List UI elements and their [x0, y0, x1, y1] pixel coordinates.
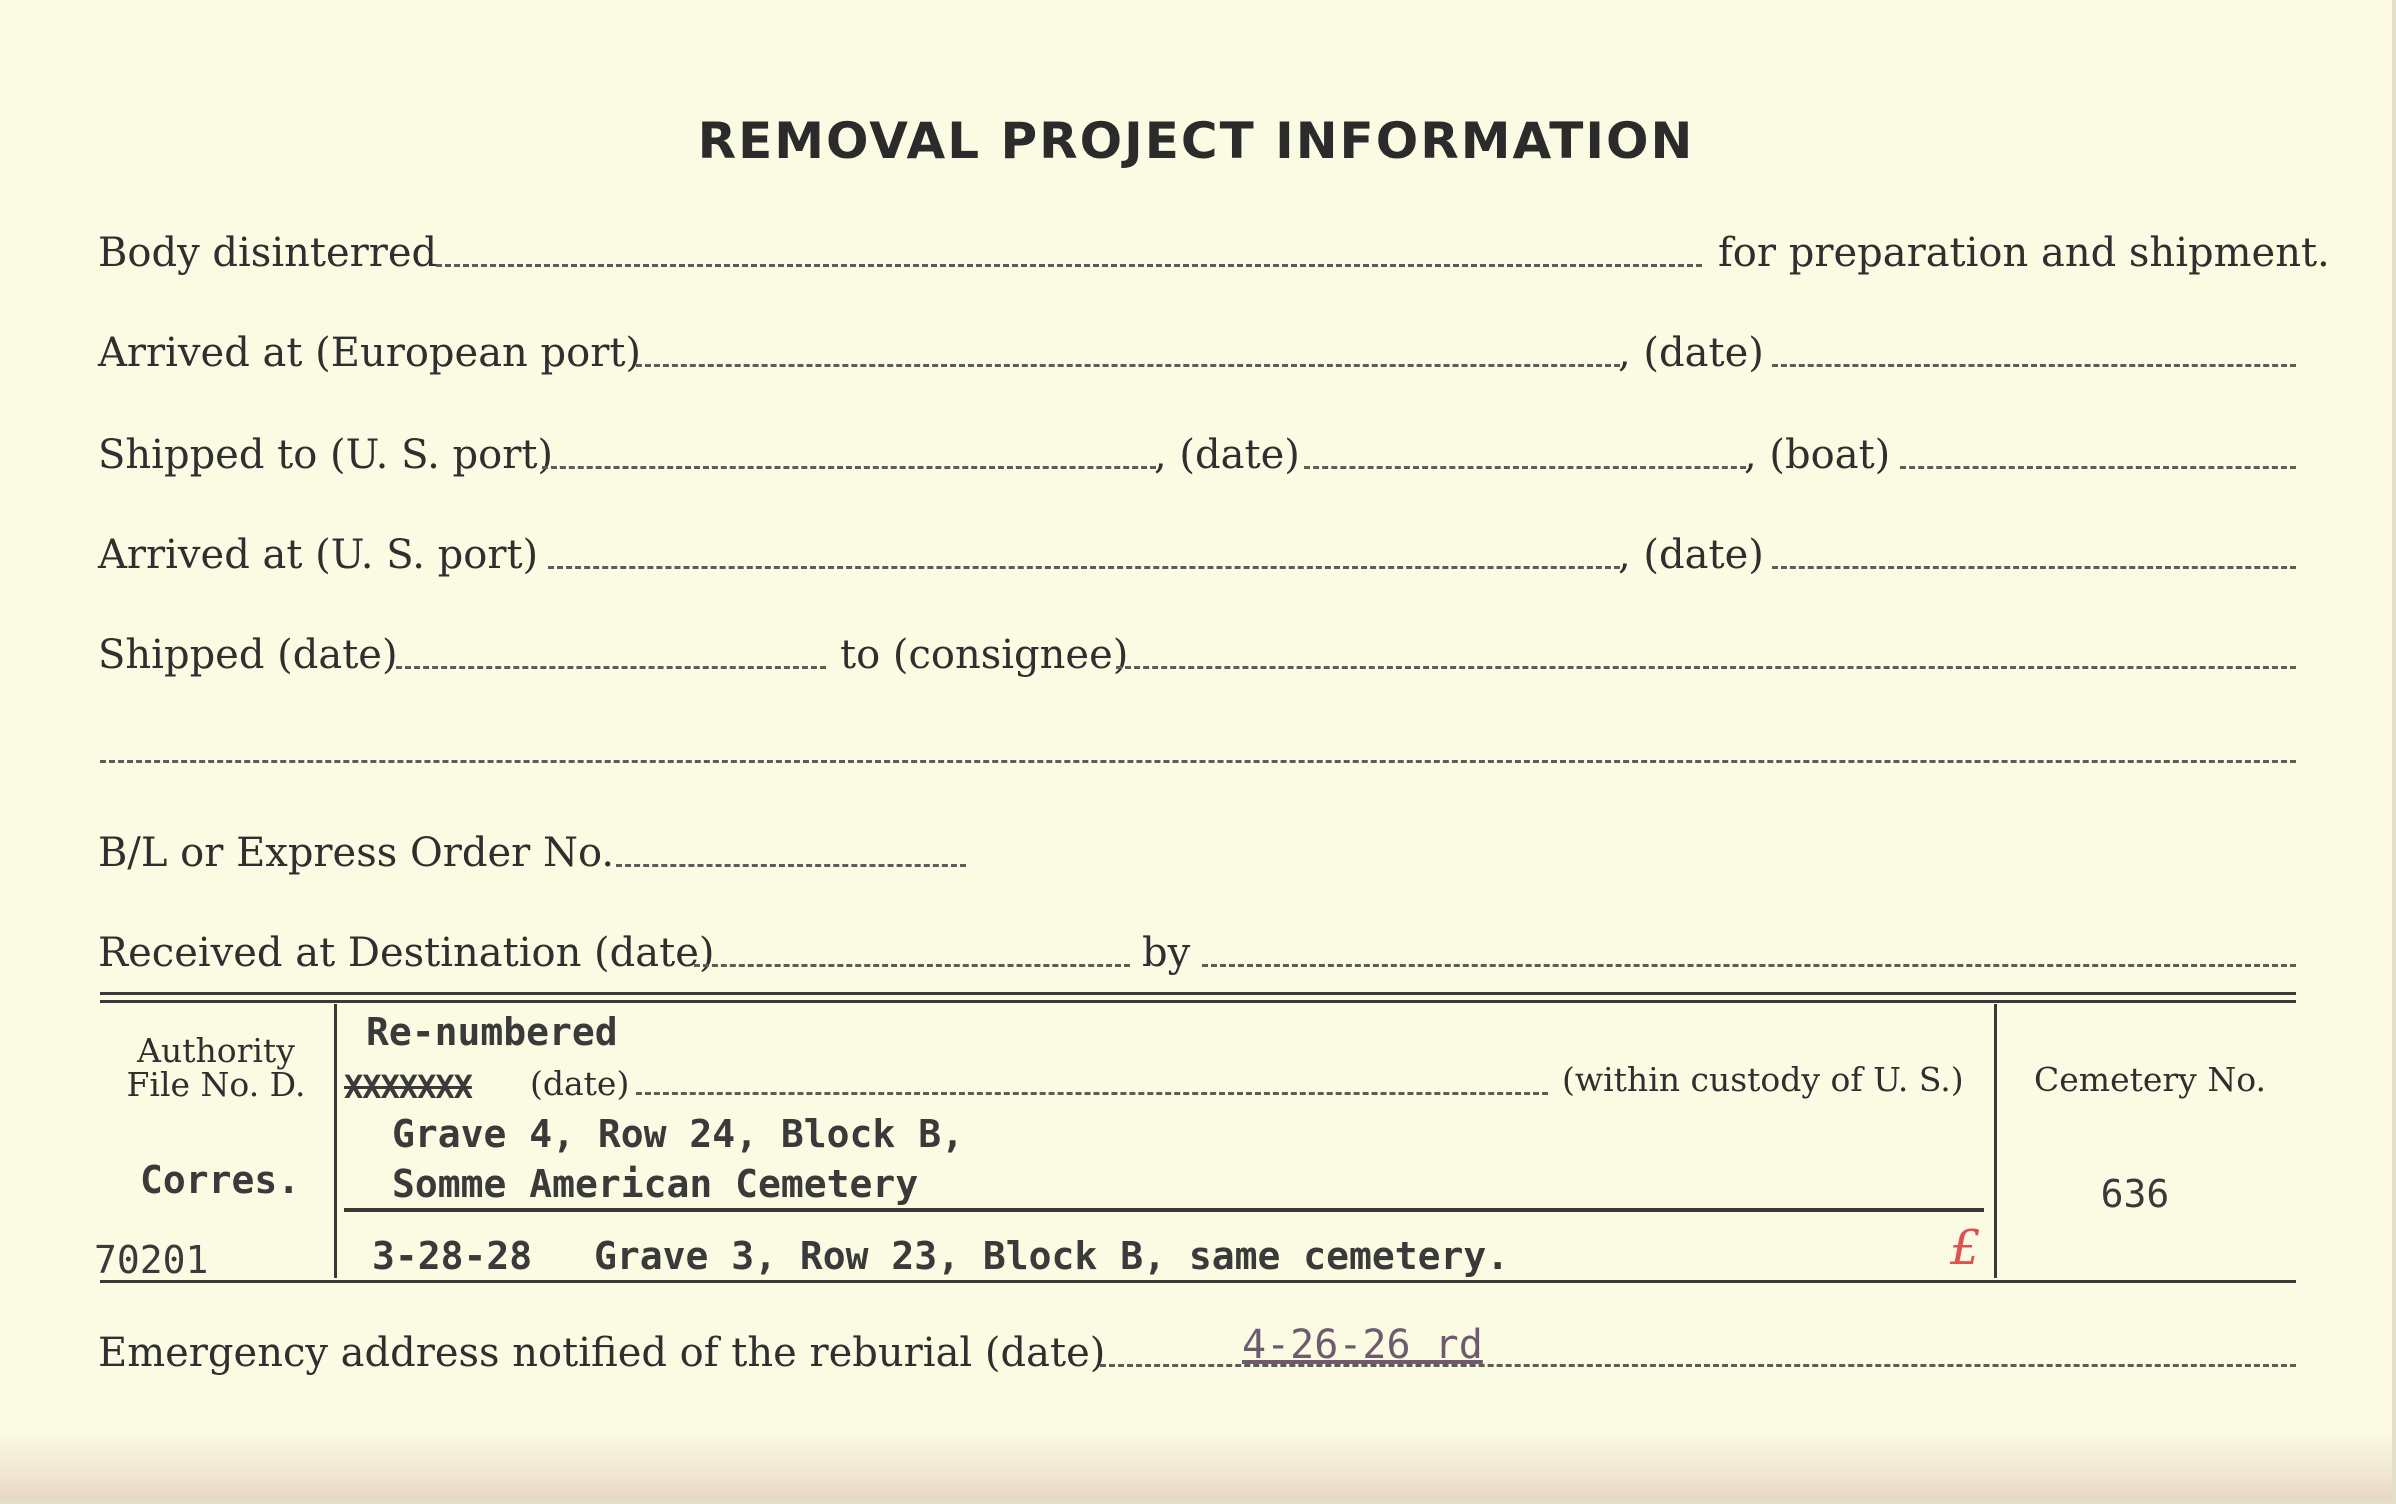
label-within-custody: (within custody of U. S.) [1562, 1060, 1964, 1099]
form-title: REMOVAL PROJECT INFORMATION [697, 112, 1695, 170]
label-arrived-us-port: Arrived at (U. S. port) [98, 532, 539, 578]
field-us-port[interactable] [542, 466, 1156, 469]
field-custody-date[interactable] [636, 1092, 1548, 1095]
field-european-port[interactable] [636, 364, 1620, 367]
label-arrived-european-port: Arrived at (European port) [98, 330, 642, 376]
field-date-1[interactable] [1772, 364, 2296, 367]
field-date-3[interactable] [1772, 566, 2296, 569]
label-shipped-to-us-port: Shipped to (U. S. port) [98, 432, 553, 478]
label-date-1: , (date) [1618, 330, 1764, 376]
file-number: 70201 [94, 1238, 209, 1282]
section-rule-top-2 [100, 1000, 2296, 1003]
label-bl-order: B/L or Express Order No. [98, 830, 615, 876]
grave-separator-rule [344, 1208, 1984, 1212]
field-received-date[interactable] [694, 964, 1130, 967]
label-by: by [1142, 930, 1191, 976]
column-divider-right [1994, 1004, 1997, 1278]
authority-block [98, 1031, 334, 1104]
field-bl-order[interactable] [616, 864, 966, 867]
cemetery-number-label: Cemetery No. [2034, 1060, 2266, 1099]
check-mark: £ [1950, 1220, 1981, 1276]
label-boat: , (boat) [1744, 432, 1891, 478]
cemetery-number-value: 636 [2100, 1172, 2170, 1216]
grave-original-line-2: Somme American Cemetery [392, 1162, 919, 1206]
label-to-consignee: to (consignee) [840, 632, 1129, 678]
corres-label: Corres. [140, 1158, 301, 1202]
label-emergency-address: Emergency address notified of the reburial (date) [98, 1330, 1106, 1376]
renumber-entry-text: Grave 3, Row 23, Block B, same cemetery. [594, 1234, 1510, 1278]
field-shipped-date[interactable] [396, 666, 826, 669]
struck-out-text: XXXXXXX [344, 1068, 472, 1106]
section-rule-top-1 [100, 992, 2296, 995]
field-consignee-continued[interactable] [100, 760, 2296, 763]
field-boat[interactable] [1900, 466, 2296, 469]
file-no-label: File No. D. [126, 1065, 306, 1104]
field-received-by[interactable] [1202, 964, 2296, 967]
field-body-disinterred[interactable] [436, 264, 1702, 267]
label-for-preparation: for preparation and shipment. [1718, 230, 2330, 276]
authority-label: Authority [137, 1031, 295, 1070]
label-shipped-date: Shipped (date) [98, 632, 398, 678]
emergency-date-value: 4-26-26 rd [1242, 1322, 1483, 1368]
section-rule-bottom [100, 1280, 2296, 1283]
label-date-2: , (date) [1154, 432, 1300, 478]
label-body-disinterred: Body disinterred [98, 230, 438, 276]
field-arrived-us-port[interactable] [548, 566, 1620, 569]
column-divider-left [334, 1004, 337, 1278]
label-received-destination: Received at Destination (date) [98, 930, 715, 976]
grave-original-line-1: Grave 4, Row 24, Block B, [392, 1112, 964, 1156]
label-date-3: , (date) [1618, 532, 1764, 578]
field-date-2[interactable] [1304, 466, 1746, 469]
field-consignee[interactable] [1116, 666, 2296, 669]
renumber-entry-date: 3-28-28 [372, 1234, 533, 1278]
renumbered-text: Re-numbered [366, 1010, 618, 1054]
worn-bottom-edge [0, 1430, 2392, 1500]
label-custody-date: (date) [530, 1064, 630, 1103]
